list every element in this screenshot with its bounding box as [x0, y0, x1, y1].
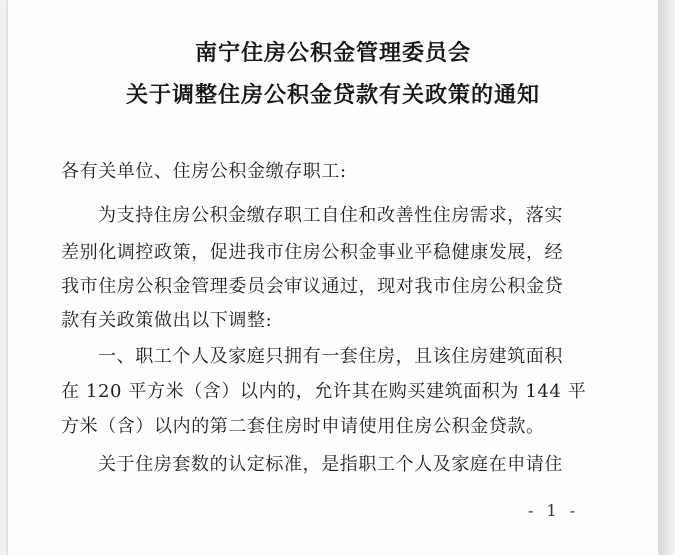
- body-line-3: 我市住房公积金管理委员会审议通过，现对我市住房公积金贷: [61, 276, 564, 297]
- body-line-4: 款有关政策做出以下调整:: [61, 310, 273, 331]
- body-line-2: 差别化调控政策，促进我市住房公积金事业平稳健康发展，经: [61, 242, 564, 263]
- body-line-8: 关于住房套数的认定标准，是指职工个人及家庭在申请住: [98, 454, 563, 475]
- body-line-5: 一、职工个人及家庭只拥有一套住房，且该住房建筑面积: [98, 346, 563, 367]
- body-line-7: 方米（含）以内的第二套住房时申请使用住房公积金贷款。: [61, 416, 545, 437]
- page-number: - 1 -: [528, 501, 580, 520]
- body-line-6: 在 120 平方米（含）以内的，允许其在购买建筑面积为 144 平: [61, 381, 587, 402]
- document-title-line-1: 南宁住房公积金管理委员会: [194, 40, 471, 66]
- document-title-line-2: 关于调整住房公积金贷款有关政策的通知: [125, 82, 540, 108]
- body-line-1: 为支持住房公积金缴存职工自住和改善性住房需求，落实: [98, 205, 563, 226]
- document-page: [8, 0, 658, 555]
- salutation: 各有关单位、住房公积金缴存职工:: [61, 161, 347, 182]
- page-edge-shadow: [660, 0, 675, 555]
